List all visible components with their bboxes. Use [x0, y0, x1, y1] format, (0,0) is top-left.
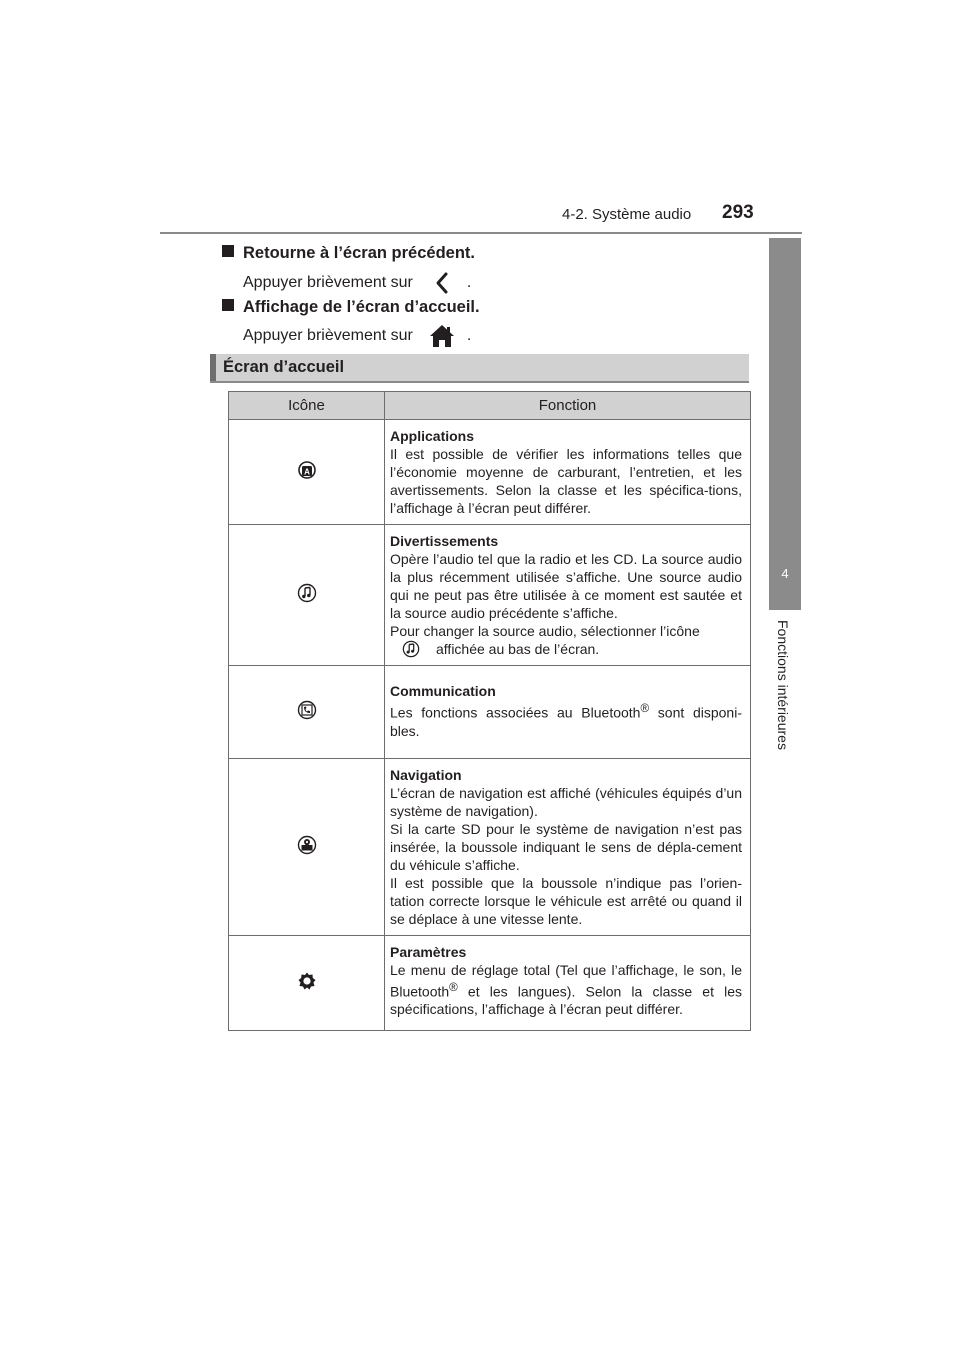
- table-row: [229, 525, 751, 666]
- item-title-home: Affichage de l’écran d’accueil.: [222, 298, 480, 317]
- column-header-function: Fonction: [385, 392, 751, 420]
- section-accent: [210, 354, 216, 381]
- icon-cell: [229, 935, 385, 1031]
- icon-cell: [229, 525, 385, 666]
- column-header-icon: Icône: [229, 392, 385, 420]
- item-desc-home: Appuyer brièvement sur .: [243, 323, 471, 349]
- section-heading-bar: [210, 354, 749, 383]
- table-row: [229, 935, 751, 1031]
- table-row: [229, 666, 751, 759]
- icon-cell: [229, 758, 385, 935]
- music-note-icon: [297, 583, 317, 603]
- svg-text:A: A: [303, 467, 310, 477]
- item-desc-back: Appuyer brièvement sur .: [243, 270, 471, 296]
- page-number: 293: [722, 202, 754, 223]
- table-header-row: [229, 392, 751, 420]
- settings-gear-icon: [297, 971, 317, 991]
- section-title: Écran d’accueil: [223, 358, 345, 376]
- back-chevron-icon: [427, 270, 457, 296]
- item-title-back: Retourne à l’écran précédent.: [222, 244, 475, 263]
- table-row: [229, 758, 751, 935]
- icon-cell: [229, 666, 385, 759]
- applications-icon: [297, 460, 317, 480]
- function-cell: Communication Les fonctions associées au Bluetooth® sont disponi-bles.: [385, 666, 751, 759]
- home-icon: [427, 323, 457, 349]
- icon-cell: [229, 420, 385, 525]
- table-row: [229, 420, 751, 525]
- function-cell: Applications Il est possible de vérifier les informations telles que l’économie moyenne de carburant, l’entretien, et les avertissements. Selon la classe et les spécifica-tions, l’affichage à l’écran peut différer.: [385, 420, 751, 525]
- chapter-number: 4: [781, 566, 789, 581]
- bullet-square-icon: [222, 299, 234, 311]
- chapter-label-wrap: [769, 620, 801, 760]
- running-header-section: 4-2. Système audio: [562, 206, 692, 223]
- header-rule: [160, 232, 802, 234]
- function-cell: Navigation L’écran de navigation est affiché (véhicules équipés d’un système de navigation). Si la carte SD pour le système de navigation n’est pas insérée, la boussole indiquant le sens de dépla-cement du véhicule s’affiche. Il est possible que la boussole n’indique pas l’orien-tation correcte lorsque le véhicule est arrêté ou quand il se déplace à une vitesse lente.: [385, 758, 751, 935]
- navigation-icon: [297, 835, 317, 855]
- chapter-label: Fonctions intérieures: [775, 620, 791, 750]
- function-cell: Paramètres Le menu de réglage total (Tel que l’affichage, le son, le Bluetooth® et les langues). Selon la classe et les spécifications, l’affichage à l’écran peut différer.: [385, 935, 751, 1031]
- chapter-tab: [769, 238, 801, 610]
- bullet-square-icon: [222, 245, 234, 257]
- phone-icon: [297, 700, 317, 720]
- home-screen-icon-table: [228, 391, 751, 1031]
- function-cell: Divertissements Opère l’audio tel que la radio et les CD. La source audio la plus récemment utilisée s’affiche. Une source audio qui ne peut pas être utilisée à ce moment est sautée et la source audio précédente s’affiche. Pour changer la source audio, sélectionner l’icône affichée au bas de l’écran.: [385, 525, 751, 666]
- music-note-icon: [402, 640, 420, 658]
